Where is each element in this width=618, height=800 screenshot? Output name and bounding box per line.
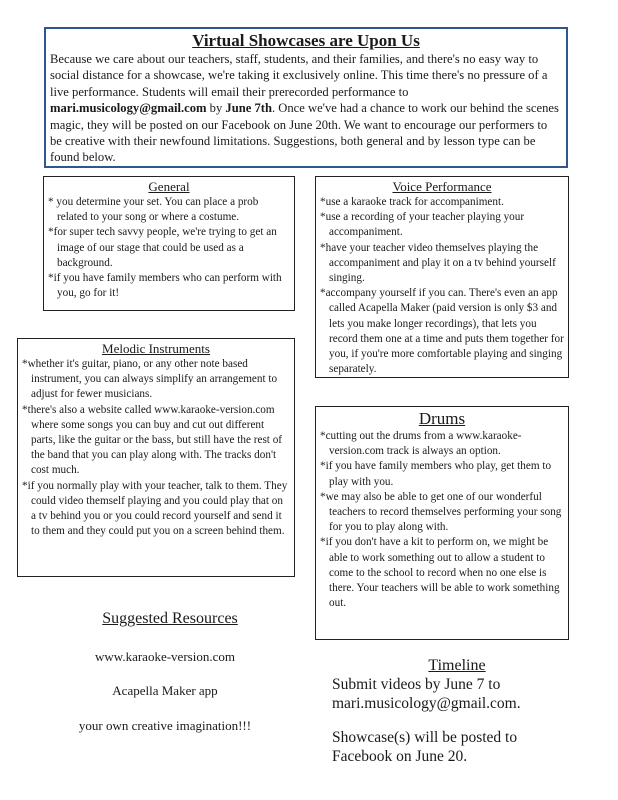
list-item: *have your teacher video themselves playing the accompaniment and play it on a tv behind yourself singing.	[320, 241, 556, 285]
list-item: *cutting out the drums from a www.karaoke-version.com track is always an option.	[320, 430, 522, 458]
timeline-post-line: Showcase(s) will be posted to	[332, 729, 518, 746]
intro-text	[50, 51, 562, 166]
list-item: *use a recording of your teacher playing your accompaniment.	[320, 211, 525, 239]
list-item: *there's also a website called www.karaoke-version.com where some songs you can buy and cut out different parts, like the guitar or the bass, but still have the rest of the band that you can play along with. The tracks don't cost much.	[22, 403, 283, 477]
voice-performance-box	[315, 176, 569, 378]
general-box	[43, 176, 295, 311]
list-item: *if you have family members who play, get them to play with you.	[320, 460, 552, 488]
intro-box	[44, 27, 568, 168]
submission-email: mari.musicology@gmail.com	[50, 101, 207, 116]
submission-deadline: June 7th	[225, 101, 272, 116]
intro-text-part3: . Once we've had a chance to work our behind the scenes magic, they will be posted on our Facebook on June 20th. We want to encourage our performers to be creative with their newfound limitations. Suggestions, both general and by lesson type can be found below.	[50, 101, 559, 165]
melodic-instruments-box	[17, 338, 295, 577]
page-title: Virtual Showcases are Upon Us	[192, 31, 420, 50]
list-item: * you determine your set. You can place a prob related to your song or where a costume.	[48, 196, 259, 224]
voice-performance-title: Voice Performance	[392, 179, 492, 194]
timeline	[332, 656, 592, 766]
suggested-resources	[30, 608, 300, 734]
list-item: *accompany yourself if you can. There's even an app called Acapella Maker (paid version is only $3 and lets you make longer recordings), that lets you record them one at a time and puts them together for you, if you're more comfortable playing and singing separately.	[320, 287, 564, 376]
timeline-email-line: mari.musicology@gmail.com.	[332, 695, 521, 712]
drums-list	[320, 429, 564, 611]
list-item: *if you don't have a kit to perform on, we might be able to work something out to allow a student to come to the school to record when no one else is there. Your teachers will be able to work something out.	[320, 536, 560, 610]
timeline-title: Timeline	[428, 657, 486, 674]
general-title: General	[148, 179, 190, 194]
suggested-resources-title: Suggested Resources	[102, 610, 238, 627]
timeline-submit-line: Submit videos by June 7 to	[332, 676, 501, 693]
melodic-instruments-title: Melodic Instruments	[102, 341, 210, 356]
list-item: *we may also be able to get one of our wonderful teachers to record themselves performing your song for you to play along with.	[320, 490, 562, 534]
list-item: *whether it's guitar, piano, or any other note based instrument, you can always simplify an arrangement to adjust for fewer musicians.	[22, 358, 278, 401]
general-list	[48, 195, 290, 301]
resource-item: www.karaoke-version.com	[95, 649, 235, 664]
list-item: *if you have family members who can perform with you, go for it!	[48, 272, 282, 300]
list-item: *for super tech savvy people, we're trying to get an image of our stage that could be used as a background.	[48, 226, 277, 269]
list-item: *use a karaoke track for accompaniment.	[320, 196, 504, 208]
resource-item: Acapella Maker app	[112, 683, 218, 698]
timeline-spacer	[332, 713, 592, 728]
melodic-instruments-list	[22, 357, 290, 539]
voice-performance-list	[320, 195, 564, 377]
resource-item: your own creative imagination!!!	[78, 718, 252, 733]
intro-text-part2: by	[206, 101, 226, 116]
list-item: *if you normally play with your teacher, talk to them. They could video themself playing and you could play that on a tv behind you or you could record yourself and send it to them and they could put you on a screen behind them.	[22, 479, 288, 538]
drums-box	[315, 406, 569, 640]
intro-text-part1: Because we care about our teachers, staff, students, and their families, and there's no easy way to social distance for a showcase, we're taking it exclusively online. This time there's no pressure of a live performance. Students will email their prerecorded performance to	[50, 52, 548, 99]
timeline-date-line: Facebook on June 20.	[332, 748, 468, 765]
drums-title: Drums	[418, 409, 466, 428]
